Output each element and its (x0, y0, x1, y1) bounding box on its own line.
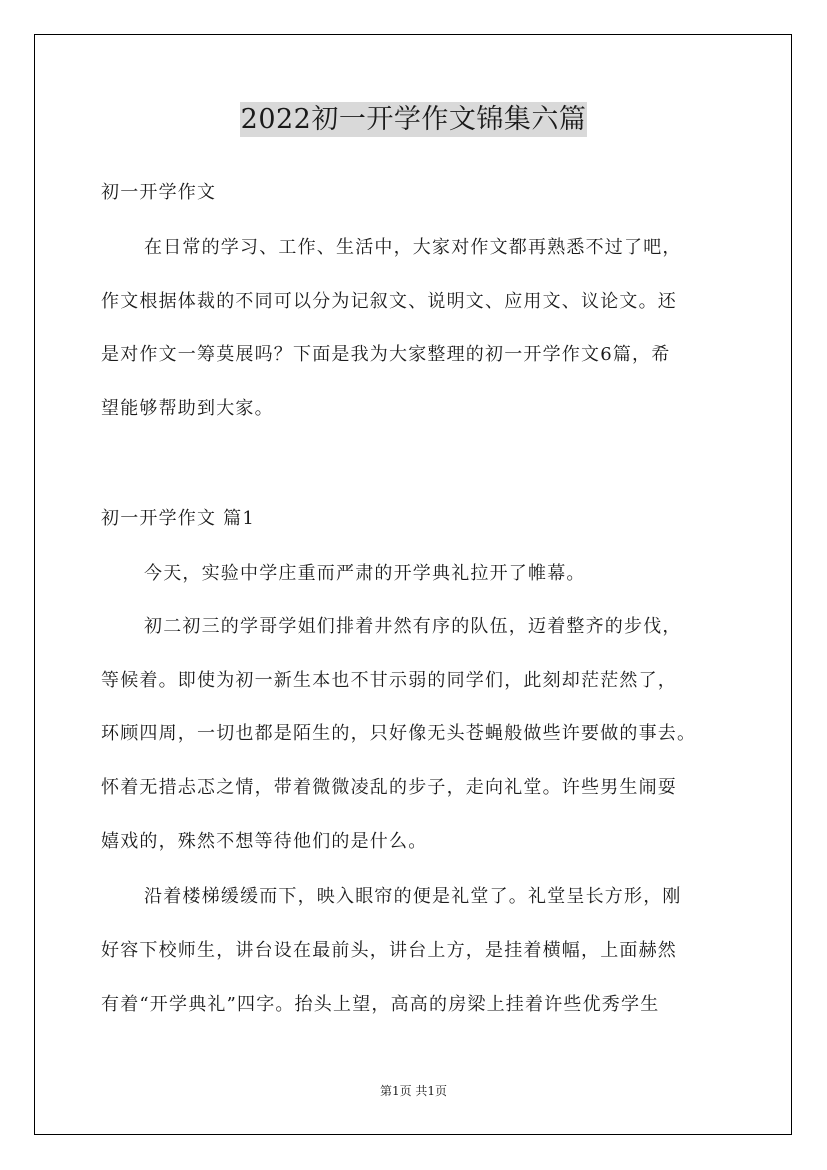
paragraph-line: 有着“开学典礼”四字。抬头上望，高高的房梁上挂着许些优秀学生 (101, 994, 660, 1015)
document-title-text: 2022初一开学作文锦集六篇 (240, 104, 587, 135)
paragraph-line: 沿着楼梯缓缓而下，映入眼帘的便是礼堂了。礼堂呈长方形，刚 (144, 886, 682, 907)
paragraph-line: 是对作文一筹莫展吗？下面是我为大家整理的初一开学作文6篇，希 (101, 344, 671, 365)
paragraph-line: 嬉戏的，殊然不想等待他们的是什么。 (101, 831, 428, 852)
paragraph-line: 环顾四周，一切也都是陌生的，只好像无头苍蝇般做些许要做的事去。 (101, 723, 697, 744)
paragraph-line: 初二初三的学哥学姐们排着井然有序的队伍，迈着整齐的步伐， (144, 616, 682, 637)
section-heading: 初一开学作文 篇1 (101, 508, 255, 529)
paragraph-line: 好容下校师生，讲台设在最前头，讲台上方，是挂着横幅，上面赫然 (101, 940, 677, 961)
paragraph-line: 今天，实验中学庄重而严肃的开学典礼拉开了帷幕。 (144, 563, 586, 584)
intro-heading: 初一开学作文 (101, 182, 217, 203)
page-footer: 第1页 共1页 (379, 1084, 448, 1098)
paragraph-line: 作文根据体裁的不同可以分为记叙文、说明文、应用文、议论文。还 (101, 291, 677, 312)
paragraph-line: 怀着无措忐忑之情，带着微微凌乱的步子，走向礼堂。许些男生闹耍 (101, 777, 677, 798)
paragraph-line: 在日常的学习、工作、生活中，大家对作文都再熟悉不过了吧， (144, 237, 682, 258)
paragraph-line: 等候着。即使为初一新生本也不甘示弱的同学们，此刻却茫茫然了， (101, 670, 677, 691)
document-title (0, 102, 827, 138)
paragraph-line: 望能够帮助到大家。 (101, 398, 274, 419)
